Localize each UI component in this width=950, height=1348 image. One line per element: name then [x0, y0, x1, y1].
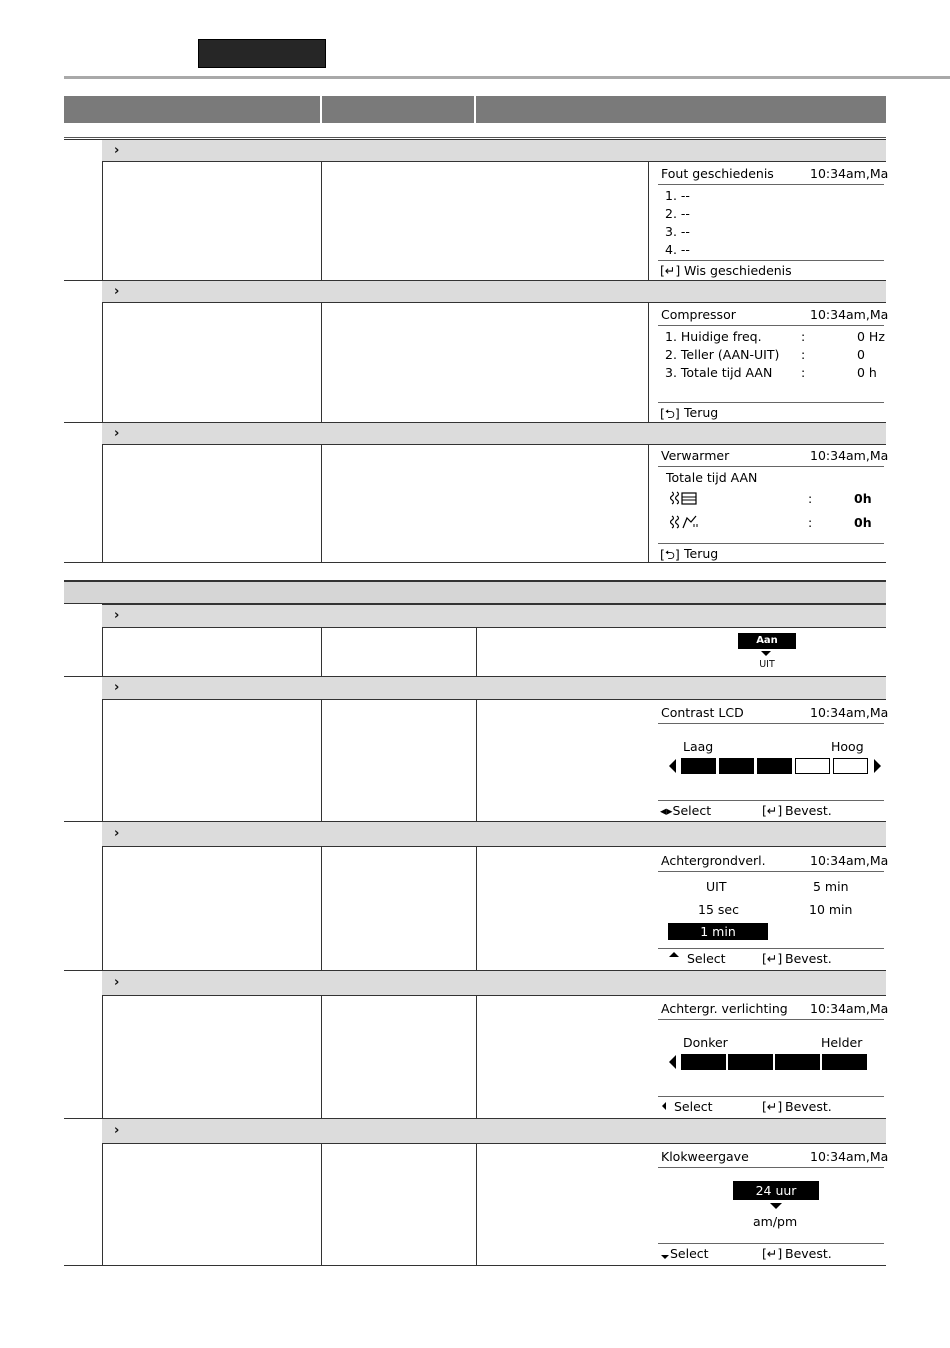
compressor-row-sep: :: [801, 347, 806, 362]
col-divider: [102, 628, 103, 676]
clock-format-other: am/pm: [753, 1214, 798, 1229]
select-label: Select: [670, 1246, 709, 1261]
lcd-header: [658, 998, 889, 1020]
level-segment: [775, 1054, 820, 1070]
chevron-right-icon: ›: [114, 283, 120, 299]
enter-icon: [↵]: [660, 263, 681, 278]
lcd-header: [658, 304, 889, 326]
col-divider: [321, 628, 322, 676]
backlight-option: 5 min: [813, 879, 849, 894]
brightness-low-label: Donker: [683, 1035, 728, 1050]
col-divider: [102, 303, 103, 422]
row-header-compressor: [102, 280, 886, 303]
lcd-time: 10:34am,Ma: [810, 1149, 889, 1164]
level-segment: [757, 758, 792, 774]
col-divider: [476, 628, 477, 676]
lcd-fault-history: [658, 163, 889, 280]
compressor-row-label: 2. Teller (AAN-UIT): [665, 347, 780, 362]
col-divider: [321, 996, 322, 1118]
contrast-level-bar: [681, 758, 871, 774]
section-header-bar: [64, 580, 886, 604]
contrast-low-label: Laag: [683, 739, 714, 754]
lcd-header: [658, 1146, 889, 1168]
col-divider: [102, 847, 103, 970]
col-divider: [476, 847, 477, 970]
backlight-option: UIT: [706, 879, 727, 894]
chevron-right-icon: ›: [114, 975, 120, 991]
level-segment: [822, 1054, 867, 1070]
lcd-backlight-level: [658, 998, 889, 1118]
arrow-left-icon: [669, 1055, 676, 1069]
lcd-header: [658, 702, 889, 724]
lcd-backlight-time: [658, 850, 889, 970]
col-divider: [102, 700, 103, 821]
lcd-footer: [658, 800, 884, 820]
lcd-title: Compressor: [661, 307, 736, 322]
lcd-footer: [658, 948, 884, 968]
lcd-contrast: [658, 702, 889, 821]
col-divider: [648, 303, 649, 422]
fault-item: 2. --: [665, 206, 690, 221]
col-divider: [321, 700, 322, 821]
heater-water-icon: [670, 515, 700, 529]
col-divider: [102, 1144, 103, 1266]
col-divider: [102, 996, 103, 1118]
lcd-title: Achtergrondverl.: [661, 853, 766, 868]
lcd-header: [658, 850, 889, 872]
arrow-left-small-icon: [662, 1102, 666, 1110]
backlight-option: 15 sec: [698, 902, 739, 917]
enter-icon: [↵]: [762, 951, 783, 966]
chevron-right-icon: ›: [114, 142, 120, 158]
confirm-label: Bevest.: [785, 951, 832, 966]
col-divider: [476, 996, 477, 1118]
row-header-fault-history: [102, 139, 886, 162]
backlight-option-selected: 1 min: [668, 923, 768, 940]
header-rule: [64, 76, 950, 79]
compressor-row-value: 0: [857, 347, 865, 362]
compressor-row-sep: :: [801, 365, 806, 380]
select-label: Select: [674, 1099, 713, 1114]
lcd-title: Verwarmer: [661, 448, 730, 463]
lcd-time: 10:34am,Ma: [810, 705, 889, 720]
row-separator: [64, 1265, 886, 1266]
col-divider: [648, 162, 649, 280]
chevron-right-icon: ›: [114, 1123, 120, 1139]
row-separator: [64, 562, 886, 563]
heater-tank-icon: [670, 491, 700, 505]
level-segment: [728, 1054, 773, 1070]
col-divider: [321, 303, 322, 422]
table-header-col3: [476, 96, 886, 123]
col-divider: [321, 1144, 322, 1266]
lcd-footer: [658, 1096, 884, 1116]
lcd-footer: [658, 543, 884, 563]
level-segment: [719, 758, 754, 774]
level-segment: [795, 758, 830, 774]
table-header-rule: [64, 137, 886, 138]
compressor-row-sep: :: [801, 329, 806, 344]
lcd-header: [658, 445, 889, 467]
col-divider: [321, 847, 322, 970]
compressor-row-value: 0 Hz: [857, 329, 885, 344]
lcd-title: Klokweergave: [661, 1149, 749, 1164]
arrow-left-icon: [669, 759, 676, 773]
chevron-right-icon: ›: [114, 608, 120, 624]
contrast-high-label: Hoog: [831, 739, 864, 754]
lcd-clock: [658, 1146, 889, 1266]
confirm-label: Bevest.: [785, 1246, 832, 1261]
brightness-high-label: Helder: [821, 1035, 863, 1050]
toggle-on-option: Aan: [738, 633, 796, 649]
row-header-backlight-level: [102, 970, 886, 996]
compressor-row-value: 0 h: [857, 365, 877, 380]
lcd-title: Achtergr. verlichting: [661, 1001, 788, 1016]
back-icon: [⮌]: [660, 547, 680, 562]
level-segment: [681, 1054, 726, 1070]
backlight-option: 10 min: [809, 902, 853, 917]
lcd-header: [658, 163, 889, 185]
col-divider: [476, 700, 477, 821]
col-divider: [648, 445, 649, 563]
fault-item: 1. --: [665, 188, 690, 203]
lcd-time: 10:34am,Ma: [810, 307, 889, 322]
table-header-col2: [322, 96, 474, 123]
arrow-up-icon: [669, 952, 679, 957]
toggle-off-option: UIT: [759, 659, 775, 670]
back-label: Terug: [684, 546, 719, 561]
row-header-backlight-time: [102, 821, 886, 847]
page-header-block: [198, 39, 326, 68]
row-header-heater: [102, 422, 886, 445]
lcd-footer: [658, 402, 884, 422]
lcd-compressor: [658, 304, 889, 422]
col-divider: [321, 162, 322, 280]
enter-icon: [↵]: [762, 803, 783, 818]
lcd-time: 10:34am,Ma: [810, 1001, 889, 1016]
lcd-time: 10:34am,Ma: [810, 853, 889, 868]
lcd-heater: [658, 445, 889, 563]
heater-row-value: 0h: [854, 515, 872, 530]
chevron-down-icon: [770, 1203, 782, 1209]
chevron-right-icon: ›: [114, 680, 120, 696]
heater-row-sep: :: [808, 515, 813, 530]
back-label: Terug: [684, 405, 719, 420]
clock-format-selected: 24 uur: [733, 1181, 819, 1200]
chevron-right-icon: ›: [114, 826, 120, 842]
col-divider: [476, 1144, 477, 1266]
confirm-label: Bevest.: [785, 1099, 832, 1114]
col-divider: [102, 445, 103, 563]
heater-row-sep: :: [808, 491, 813, 506]
chevron-right-icon: ›: [114, 425, 120, 441]
heater-row-value: 0h: [854, 491, 872, 506]
compressor-row-label: 1. Huidige freq.: [665, 329, 762, 344]
lcd-title: Contrast LCD: [661, 705, 744, 720]
lcd-time: 10:34am,Ma: [810, 166, 889, 181]
lcd-time: 10:34am,Ma: [810, 448, 889, 463]
enter-icon: [↵]: [762, 1246, 783, 1261]
arrow-down-small-icon: [661, 1255, 669, 1259]
select-label: Select: [687, 951, 726, 966]
col-divider: [321, 445, 322, 563]
fault-item: 3. --: [665, 224, 690, 239]
level-segment: [681, 758, 716, 774]
compressor-row-label: 3. Totale tijd AAN: [665, 365, 773, 380]
table-header-col1: [64, 96, 320, 123]
heater-subtitle: Totale tijd AAN: [666, 470, 758, 485]
brightness-level-bar: [681, 1054, 867, 1070]
arrow-right-icon: [874, 759, 881, 773]
enter-icon: [↵]: [762, 1099, 783, 1114]
row-header-clock: [102, 1118, 886, 1144]
confirm-label: Bevest.: [785, 803, 832, 818]
lcd-title: Fout geschiedenis: [661, 166, 774, 181]
lcd-footer: [658, 260, 884, 280]
col-divider: [102, 162, 103, 280]
chevron-down-icon: [761, 651, 771, 656]
clear-history-label: Wis geschiedenis: [684, 263, 792, 278]
lcd-footer: [658, 1243, 884, 1263]
back-icon: [⮌]: [660, 406, 680, 421]
level-segment: [833, 758, 868, 774]
row-header-toggle: [102, 604, 886, 628]
row-header-contrast: [102, 676, 886, 700]
fault-item: 4. --: [665, 242, 690, 257]
select-label: ◂▸Select: [660, 803, 712, 818]
